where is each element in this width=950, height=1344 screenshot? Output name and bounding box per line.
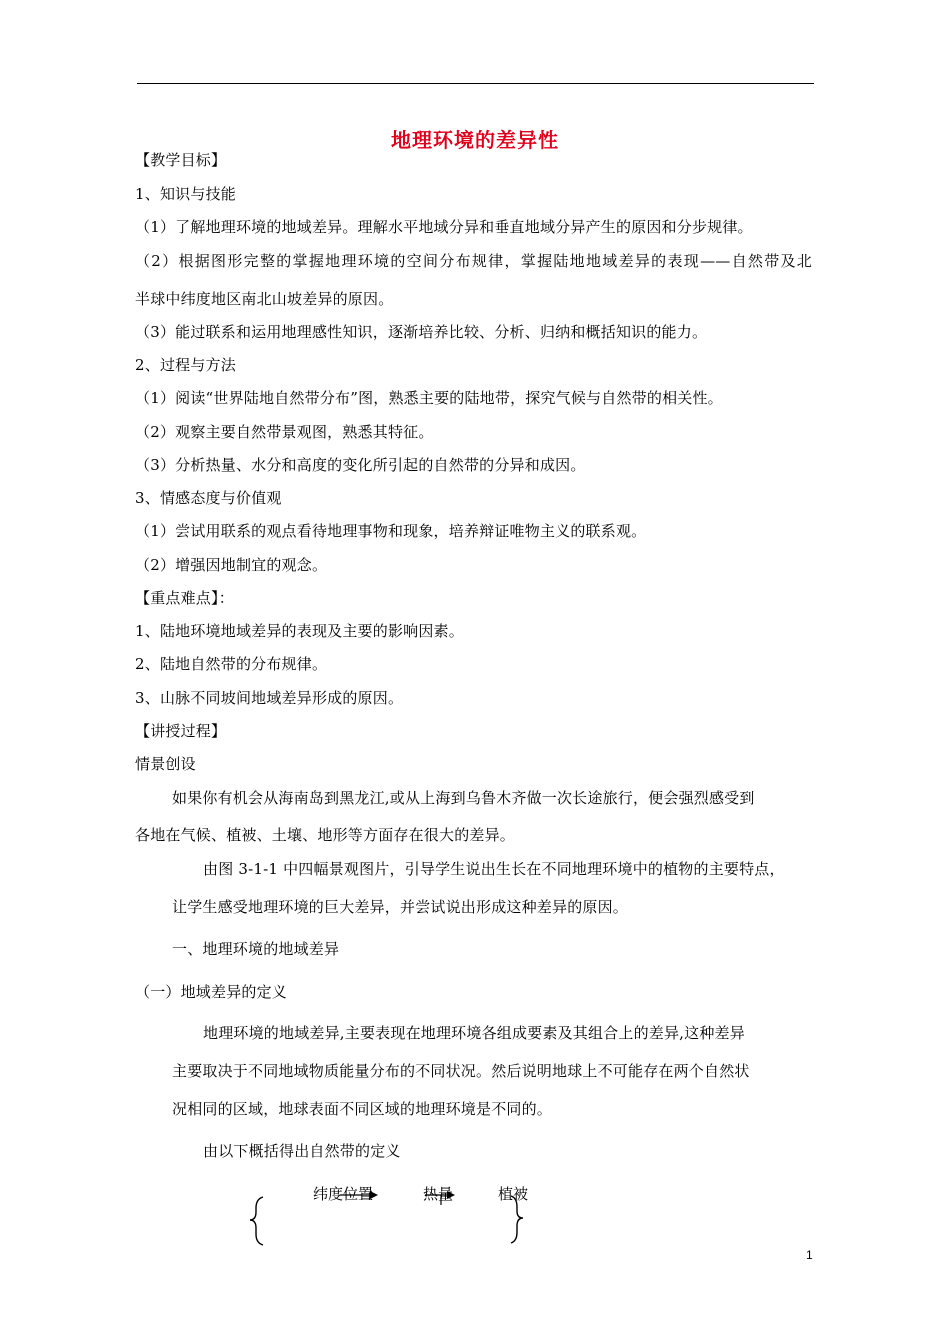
paragraph-line: 1、陆地环境地域差异的表现及主要的影响因素。 (135, 622, 464, 640)
paragraph-line: （1）了解地理环境的地域差异。理解水平地域分异和垂直地域分异产生的原因和分步规律。 (135, 218, 753, 236)
paragraph-line: （2）增强因地制宜的观念。 (135, 556, 328, 574)
paragraph-line: 主要取决于不同地域物质能量分布的不同状况。然后说明地球上不可能存在两个自然状 (172, 1062, 750, 1080)
paragraph-line: 3、山脉不同坡间地域差异形成的原因。 (135, 689, 404, 707)
paragraph-line: （3）分析热量、水分和高度的变化所引起的自然带的分异和成因。 (135, 456, 586, 474)
paragraph-line: （1）阅读“世界陆地自然带分布”图，熟悉主要的陆地带，探究气候与自然带的相关性。 (135, 389, 723, 407)
paragraph-line: 况相同的区域，地球表面不同区域的地理环境是不同的。 (172, 1100, 553, 1118)
diagram-label-latitude: 纬度位置 (313, 1185, 374, 1203)
paragraph-line: 由图 3-1-1 中四幅景观图片，引导学生说出生长在不同地理环境中的植物的主要特点， (203, 860, 785, 878)
left-brace (250, 1197, 263, 1245)
diagram-label-heat: 热量 (423, 1185, 454, 1203)
paragraph-line: 半球中纬度地区南北山坡差异的原因。 (135, 290, 394, 308)
section-heading-key-points: 【重点难点】： (135, 589, 234, 607)
paragraph-line: （2）根据图形完整的掌握地理环境的空间分布规律，掌握陆地地域差异的表现——自然带及北 (135, 252, 812, 270)
paragraph-line: 由以下概括得出自然带的定义 (203, 1142, 401, 1160)
paragraph-line: 让学生感受地理环境的巨大差异，并尝试说出形成这种差异的原因。 (172, 898, 629, 916)
document-title: 地理环境的差异性 (391, 128, 559, 152)
subheading-attitudes-values: 3、情感态度与价值观 (135, 489, 282, 507)
paragraph-line: 2、陆地自然带的分布规律。 (135, 655, 328, 673)
paragraph-line: （3）能过联系和运用地理感性知识，逐渐培养比较、分析、归纳和概括知识的能力。 (135, 323, 708, 341)
page-number: 1 (806, 1248, 813, 1262)
subheading-process-methods: 2、过程与方法 (135, 356, 236, 374)
paragraph-line: 地理环境的地域差异,主要表现在地理环境各组成要素及其组合上的差异,这种差异 (203, 1024, 745, 1042)
diagram-label-vegetation: 植被 (498, 1185, 529, 1203)
subheading-regional-difference: 一、地理环境的地域差异 (172, 940, 340, 958)
paragraph-line: （1）尝试用联系的观点看待地理事物和现象，培养辩证唯物主义的联系观。 (135, 522, 647, 540)
section-heading-teaching-goals: 【教学目标】 (135, 151, 227, 169)
subheading-definition: （一）地域差异的定义 (135, 983, 288, 1001)
paragraph-line: （2）观察主要自然带景观图，熟悉其特征。 (135, 423, 434, 441)
subheading-scenario: 情景创设 (135, 755, 196, 773)
section-heading-teaching-process: 【讲授过程】 (135, 722, 227, 740)
subheading-knowledge-skills: 1、知识与技能 (135, 185, 236, 203)
paragraph-line: 如果你有机会从海南岛到黑龙江,或从上海到乌鲁木齐做一次长途旅行，便会强烈感受到 (172, 789, 755, 807)
paragraph-line: 各地在气候、植被、土壤、地形等方面存在很大的差异。 (135, 826, 516, 844)
